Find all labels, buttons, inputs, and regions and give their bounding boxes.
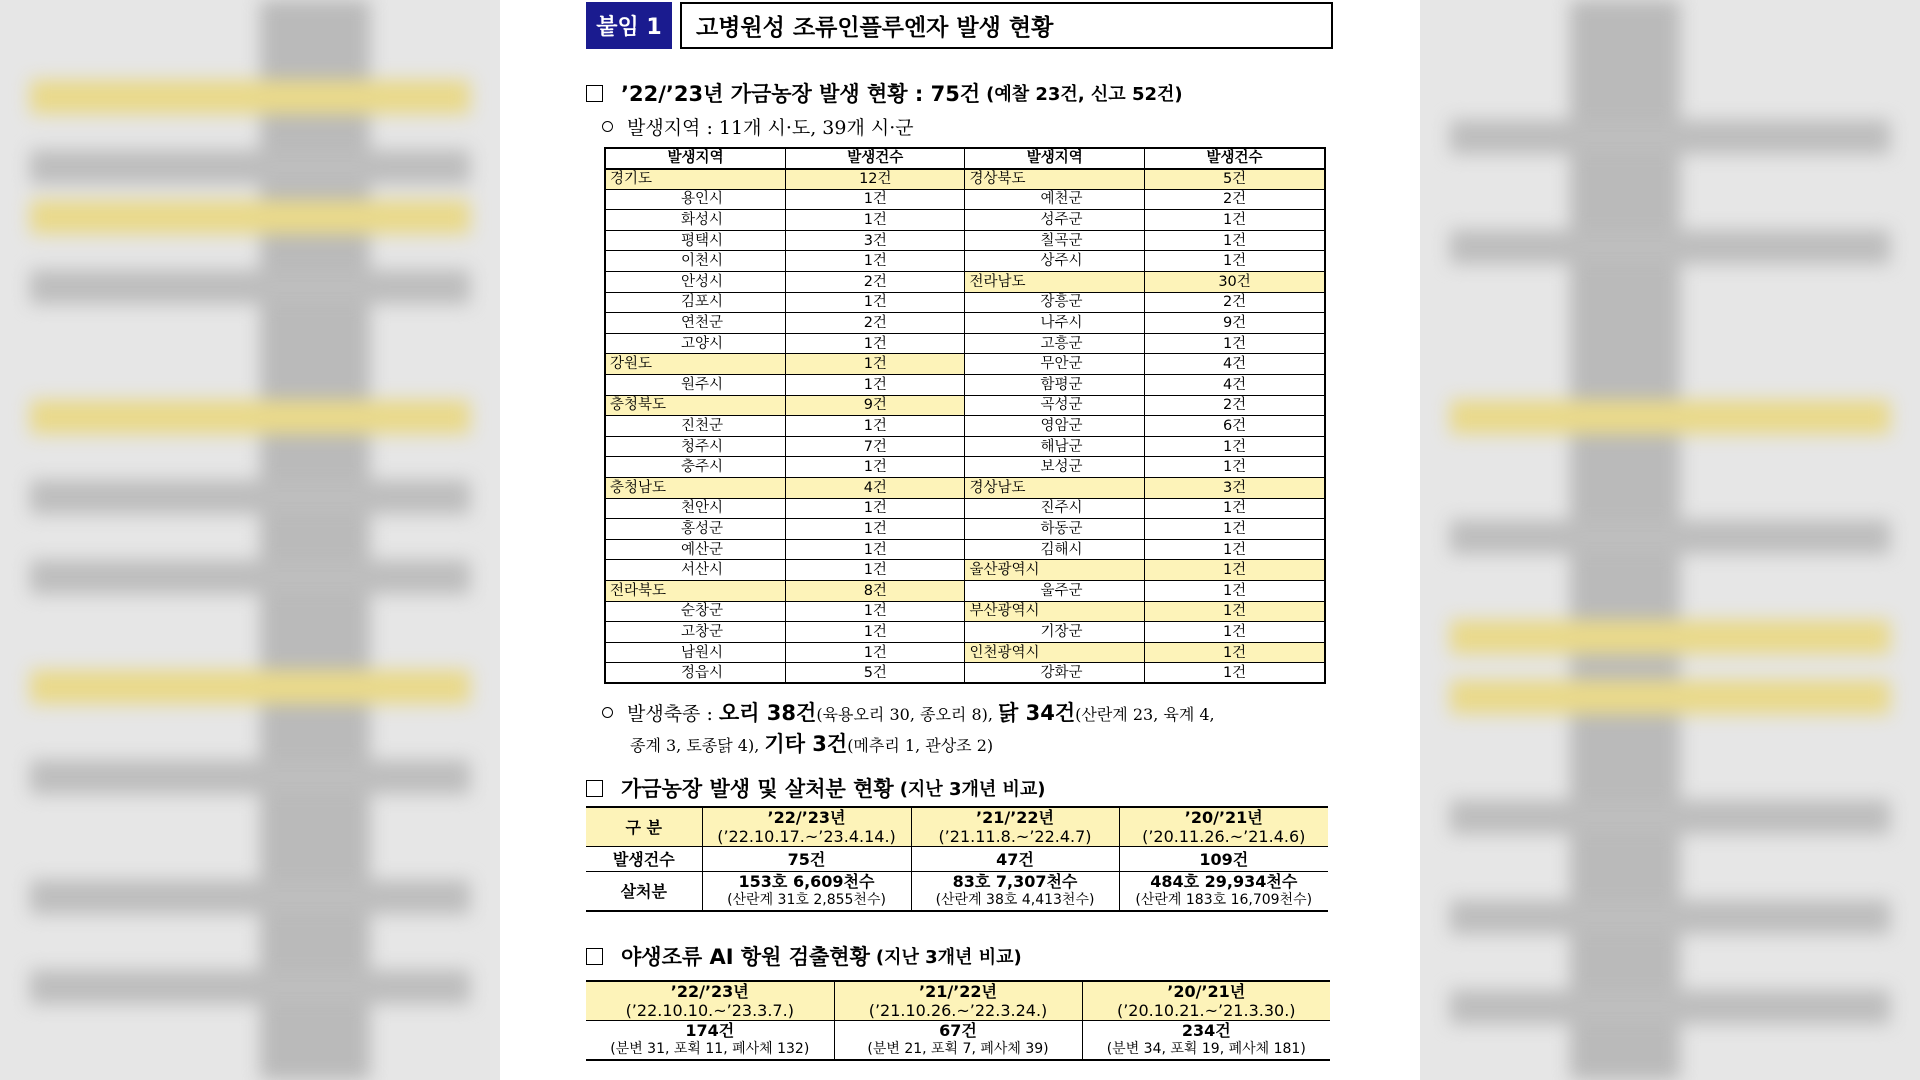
count-left: 1건 [786,251,965,272]
season-col-3 [1119,807,1328,847]
count-left: 1건 [786,375,965,396]
count-left: 1건 [786,519,965,540]
table-row [605,601,1325,622]
region-left: 충청남도 [605,478,786,499]
section1-title: ’22/’23년 가금농장 발생 현황 : 75건 [621,82,981,106]
count-right: 6건 [1145,416,1325,437]
section3-title: 야생조류 AI 항원 검출현황 [621,945,870,969]
region-left: 평택시 [605,230,786,251]
count-left: 12건 [786,169,965,190]
region-right: 예천군 [965,189,1145,210]
table-row [605,189,1325,210]
region-left: 진천군 [605,416,786,437]
region-left: 화성시 [605,210,786,231]
season-period: (’20.11.26.~’21.4.6) [1142,827,1306,846]
section3-heading [586,941,1022,971]
count-right: 3건 [1145,478,1325,499]
cases-value: 109건 [1119,847,1328,872]
document-title: 고병원성 조류인플루엔자 발생 현황 [680,2,1333,49]
region-right: 전라남도 [965,272,1145,293]
count-left: 5건 [786,663,965,684]
table-row [605,333,1325,354]
circle-bullet-icon [602,121,613,132]
season-period: (’22.10.10.~’23.3.7.) [625,1001,794,1020]
count-right: 4건 [1145,354,1325,375]
region-right: 무안군 [965,354,1145,375]
season-period: (’22.10.17.~’23.4.14.) [717,827,896,846]
table-row [605,230,1325,251]
count-left: 1건 [786,560,965,581]
count-left: 2건 [786,272,965,293]
region-right: 경상남도 [965,478,1145,499]
wildbird-table [586,980,1330,1061]
region-left: 강원도 [605,354,786,375]
count-left: 1건 [786,189,965,210]
wild-count: 67건 [939,1021,977,1040]
region-left: 예산군 [605,539,786,560]
wild-season-3 [1082,981,1330,1021]
section2-title: 가금농장 발생 및 살처분 현황 [621,777,894,801]
count-left: 1건 [786,457,965,478]
count-right: 1건 [1145,498,1325,519]
season-col-2 [911,807,1119,847]
count-left: 7건 [786,436,965,457]
count-left: 1건 [786,292,965,313]
region-right: 성주군 [965,210,1145,231]
count-right: 30건 [1145,272,1325,293]
table-row [605,560,1325,581]
season-label: ’20/’21년 [1184,808,1263,827]
species-prefix: 발생축종 : [627,703,719,725]
count-left: 1건 [786,354,965,375]
document-header [586,2,1333,49]
header-region-left: 발생지역 [605,148,786,169]
season-period: (’20.10.21.~’21.3.30.) [1116,1001,1296,1020]
table-row [605,478,1325,499]
wild-count-cell [1082,1021,1330,1061]
table-row [605,498,1325,519]
farm-comparison-table [586,806,1328,912]
region-right: 인천광역시 [965,642,1145,663]
count-left: 1건 [786,333,965,354]
table-row [605,313,1325,334]
count-right: 1건 [1145,642,1325,663]
table-row [605,272,1325,293]
region-left: 원주시 [605,375,786,396]
table-row [605,169,1325,190]
count-left: 1건 [786,642,965,663]
checkbox-square-icon [586,948,603,965]
wild-count-cell [586,1021,834,1061]
count-right: 1건 [1145,457,1325,478]
table-row [605,622,1325,643]
document-page [500,0,1420,1080]
other-count: 기타 3건 [764,732,848,756]
table-row [605,375,1325,396]
count-right: 4건 [1145,375,1325,396]
table-row [605,580,1325,601]
region-left: 순창군 [605,601,786,622]
count-right: 1건 [1145,560,1325,581]
region-left: 고창군 [605,622,786,643]
wild-note: (분변 31, 포획 11, 폐사체 132) [610,1041,810,1057]
annex-label: 붙임 1 [586,2,672,49]
count-right: 1건 [1145,210,1325,231]
count-right: 2건 [1145,395,1325,416]
count-left: 1건 [786,210,965,231]
region-left: 홍성군 [605,519,786,540]
region-right: 칠곡군 [965,230,1145,251]
culled-note: (산란계 38호 4,413천수) [935,892,1095,908]
cases-value: 47건 [911,847,1119,872]
corner-label: 구 분 [586,807,702,847]
count-right: 1건 [1145,230,1325,251]
region-right: 곡성군 [965,395,1145,416]
culled-row [586,872,1328,912]
region-left: 고양시 [605,333,786,354]
cases-row-label: 발생건수 [586,847,702,872]
region-right: 경상북도 [965,169,1145,190]
region-left: 청주시 [605,436,786,457]
count-left: 8건 [786,580,965,601]
region-left: 경기도 [605,169,786,190]
region-right: 진주시 [965,498,1145,519]
species-summary-cont [630,728,993,758]
count-left: 1건 [786,622,965,643]
table-row [605,354,1325,375]
table-row [605,416,1325,437]
region-table [604,147,1326,684]
section2-title-note: (지난 3개년 비교) [899,779,1046,800]
region-summary-text: 발생지역 : 11개 시·도, 39개 시·군 [627,117,914,139]
section1-heading [586,78,1183,108]
section1-title-note: (예찰 23건, 신고 52건) [986,84,1183,105]
count-right: 2건 [1145,292,1325,313]
count-right: 1건 [1145,601,1325,622]
table-row [605,395,1325,416]
culled-value: 83호 7,307천수 [952,872,1078,891]
culled-cell [702,872,911,912]
count-left: 4건 [786,478,965,499]
chicken-note-b: 종계 3, 토종닭 4), [630,736,765,755]
season-label: ’20/’21년 [1167,982,1246,1001]
region-right: 나주시 [965,313,1145,334]
farm-table-header [586,807,1328,847]
wild-count: 174건 [685,1021,735,1040]
checkbox-square-icon [586,85,603,102]
season-label: ’22/’23년 [670,982,749,1001]
region-right: 부산광역시 [965,601,1145,622]
season-period: (’21.11.8.~’22.4.7) [938,827,1092,846]
region-table-header [605,148,1325,169]
blurred-right-background [1420,0,1920,1080]
region-left: 충주시 [605,457,786,478]
count-right: 5건 [1145,169,1325,190]
count-left: 9건 [786,395,965,416]
region-right: 상주시 [965,251,1145,272]
table-row [605,292,1325,313]
region-right: 장흥군 [965,292,1145,313]
cases-row [586,847,1328,872]
region-left: 천안시 [605,498,786,519]
season-label: ’22/’23년 [767,808,846,827]
blurred-left-background [0,0,500,1080]
table-row [605,251,1325,272]
season-period: (’21.10.26.~’22.3.24.) [868,1001,1048,1020]
header-count-left: 발생건수 [786,148,965,169]
culled-row-label: 살처분 [586,872,702,912]
region-left: 김포시 [605,292,786,313]
culled-cell [1119,872,1328,912]
region-summary [602,113,914,140]
wild-note: (분변 34, 포획 19, 폐사체 181) [1106,1041,1306,1057]
region-left: 전라북도 [605,580,786,601]
region-right: 울주군 [965,580,1145,601]
region-right: 함평군 [965,375,1145,396]
region-left: 충청북도 [605,395,786,416]
season-col-1 [702,807,911,847]
count-right: 1건 [1145,539,1325,560]
species-summary [602,697,1215,727]
chicken-count: 닭 34건 [998,701,1076,725]
count-right: 1건 [1145,436,1325,457]
region-left: 서산시 [605,560,786,581]
culled-note: (산란계 183호 16,709천수) [1135,892,1313,908]
count-left: 1건 [786,498,965,519]
chicken-note-a: (산란계 23, 육계 4, [1075,705,1215,724]
region-left: 남원시 [605,642,786,663]
wild-season-1 [586,981,834,1021]
count-left: 1건 [786,539,965,560]
region-left: 용인시 [605,189,786,210]
region-right: 강화군 [965,663,1145,684]
region-left: 연천군 [605,313,786,334]
duck-count: 오리 38건 [718,701,817,725]
wild-count-cell [834,1021,1082,1061]
count-right: 1건 [1145,580,1325,601]
table-row [605,663,1325,684]
checkbox-square-icon [586,780,603,797]
count-right: 1건 [1145,622,1325,643]
culled-value: 153호 6,609천수 [738,872,875,891]
region-right: 영암군 [965,416,1145,437]
region-right: 기장군 [965,622,1145,643]
section2-heading [586,773,1046,803]
cases-value: 75건 [702,847,911,872]
culled-note: (산란계 31호 2,855천수) [727,892,886,908]
count-right: 1건 [1145,251,1325,272]
count-left: 1건 [786,601,965,622]
count-left: 1건 [786,416,965,437]
header-region-right: 발생지역 [965,148,1145,169]
count-left: 3건 [786,230,965,251]
table-row [605,519,1325,540]
region-left: 이천시 [605,251,786,272]
region-left: 안성시 [605,272,786,293]
circle-bullet-icon [602,707,613,718]
region-right: 김해시 [965,539,1145,560]
wild-season-2 [834,981,1082,1021]
region-right: 고흥군 [965,333,1145,354]
season-label: ’21/’22년 [919,982,997,1001]
region-left: 정읍시 [605,663,786,684]
region-right: 해남군 [965,436,1145,457]
table-row [605,210,1325,231]
header-count-right: 발생건수 [1145,148,1325,169]
culled-cell [911,872,1119,912]
count-right: 2건 [1145,189,1325,210]
duck-note: (육용오리 30, 종오리 8), [816,705,999,724]
count-right: 1건 [1145,519,1325,540]
season-label: ’21/’22년 [976,808,1054,827]
region-right: 하동군 [965,519,1145,540]
count-right: 1건 [1145,663,1325,684]
section3-title-note: (지난 3개년 비교) [875,947,1022,968]
region-right: 울산광역시 [965,560,1145,581]
culled-value: 484호 29,934천수 [1150,872,1298,891]
wildbird-header [586,981,1330,1021]
wild-note: (분변 21, 포획 7, 폐사체 39) [867,1041,1049,1057]
table-row [605,457,1325,478]
wildbird-values [586,1021,1330,1061]
other-note: (메추리 1, 관상조 2) [847,736,994,755]
wild-count: 234건 [1181,1021,1231,1040]
count-right: 9건 [1145,313,1325,334]
table-row [605,436,1325,457]
count-left: 2건 [786,313,965,334]
count-right: 1건 [1145,333,1325,354]
table-row [605,539,1325,560]
region-right: 보성군 [965,457,1145,478]
table-row [605,642,1325,663]
